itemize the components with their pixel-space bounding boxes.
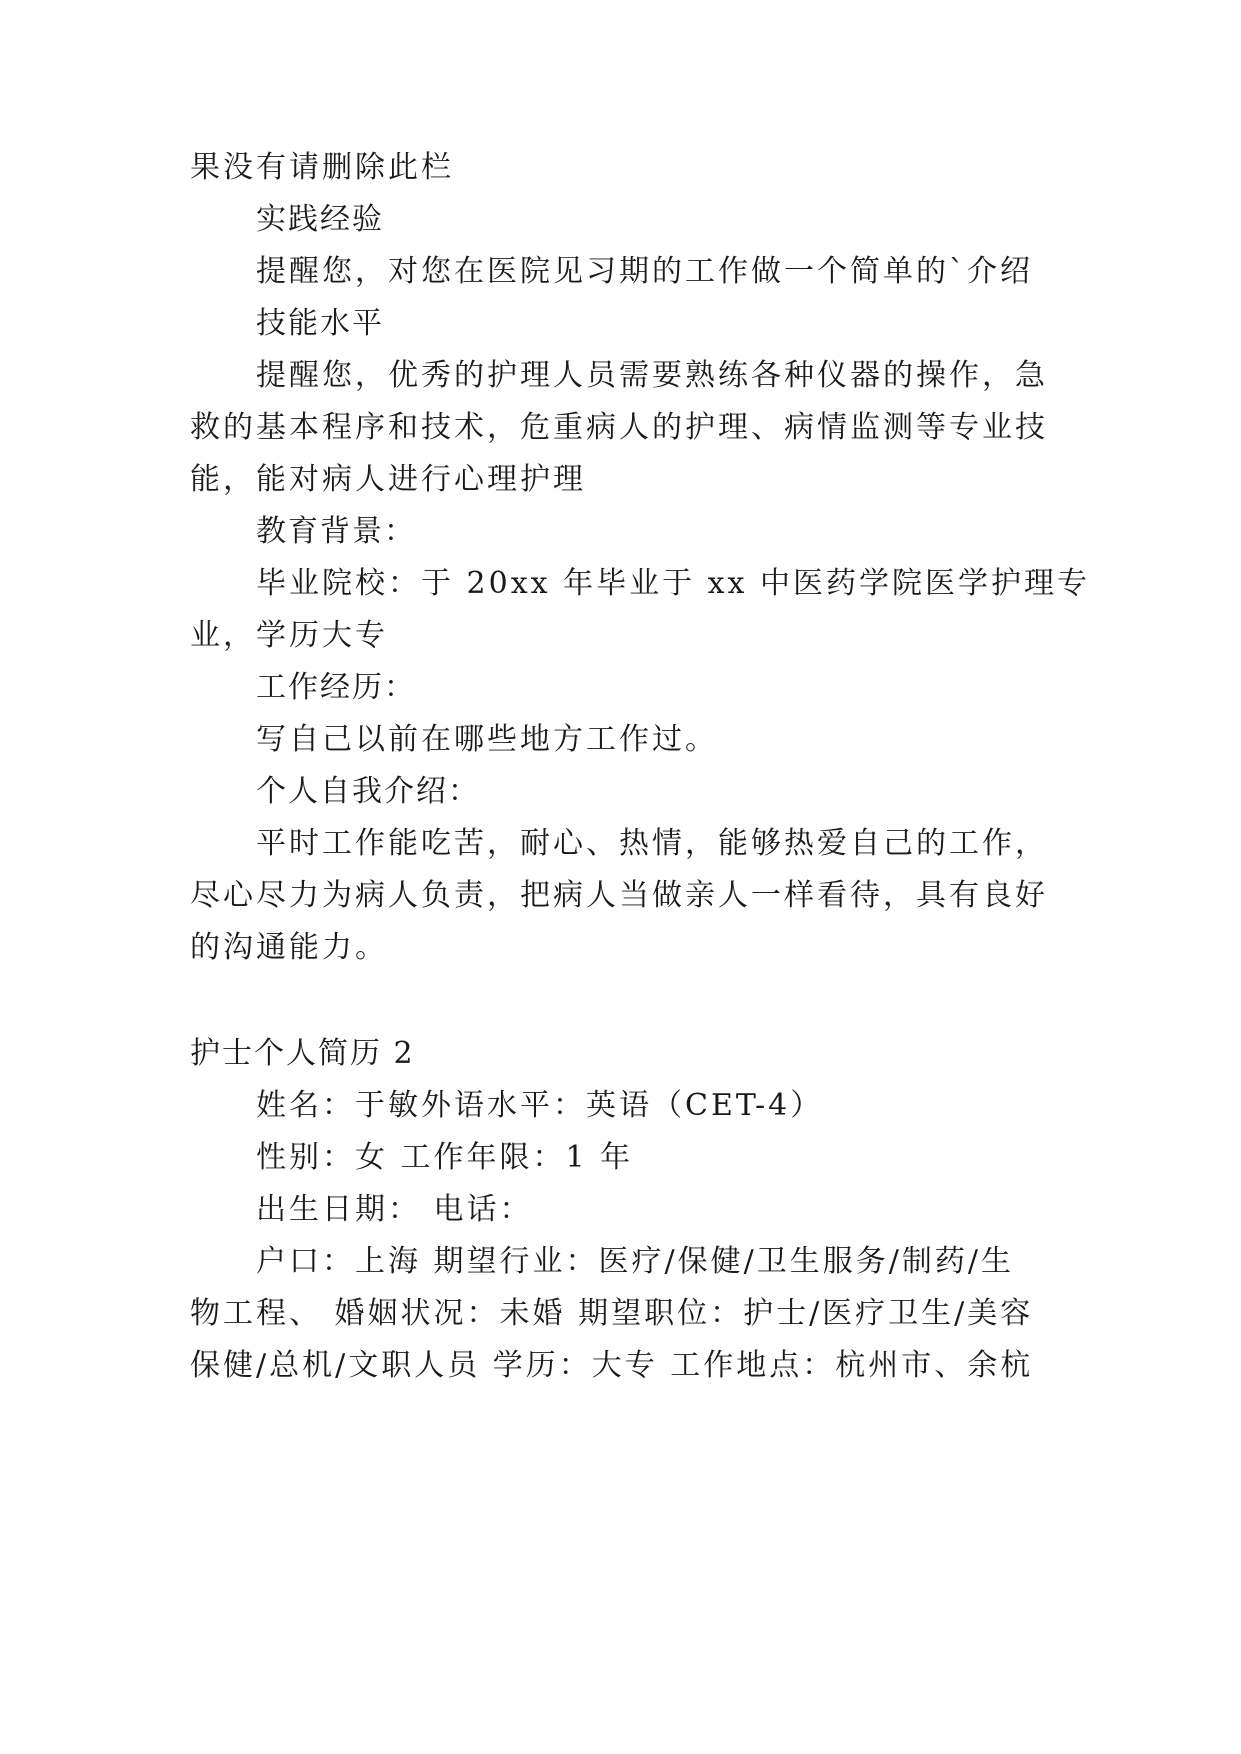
practice-text: 提醒您，对您在医院见习期的工作做一个简单的`介绍 — [256, 254, 1033, 289]
resume-2-title: 护士个人简历 2 — [190, 1036, 415, 1071]
education-heading: 教育背景： — [256, 514, 416, 549]
name-line: 姓名：于敏外语水平：英语（CET-4） — [256, 1088, 824, 1123]
intro-text-line: 的沟通能力。 — [190, 930, 388, 965]
work-text: 写自己以前在哪些地方工作过。 — [256, 722, 718, 757]
details-line: 物工程、 婚姻状况：未婚 期望职位：护士/医疗卫生/美容 — [190, 1296, 1034, 1331]
continuation-line: 果没有请删除此栏 — [190, 150, 454, 185]
details-line: 保健/总机/文职人员 学历：大专 工作地点：杭州市、余杭 — [190, 1348, 1034, 1383]
skills-text-line: 提醒您，优秀的护理人员需要熟练各种仪器的操作，急 — [256, 358, 1048, 393]
details-line: 户口：上海 期望行业：医疗/保健/卫生服务/制药/生 — [256, 1244, 1014, 1279]
work-heading: 工作经历： — [256, 670, 416, 705]
intro-text-line: 尽心尽力为病人负责，把病人当做亲人一样看待，具有良好 — [190, 878, 1048, 913]
education-text-line: 毕业院校：于 20xx 年毕业于 xx 中医药学院医学护理专 — [256, 566, 1090, 601]
skills-heading: 技能水平 — [256, 306, 384, 341]
education-text-line: 业，学历大专 — [190, 618, 388, 653]
practice-heading: 实践经验 — [256, 202, 384, 237]
birth-line: 出生日期： 电话： — [256, 1192, 533, 1227]
skills-text-line: 能，能对病人进行心理护理 — [190, 462, 586, 497]
intro-text-line: 平时工作能吃苦，耐心、热情，能够热爱自己的工作， — [256, 826, 1048, 861]
gender-line: 性别：女 工作年限：1 年 — [256, 1140, 634, 1175]
skills-text-line: 救的基本程序和技术，危重病人的护理、病情监测等专业技 — [190, 410, 1048, 445]
intro-heading: 个人自我介绍： — [256, 774, 480, 809]
